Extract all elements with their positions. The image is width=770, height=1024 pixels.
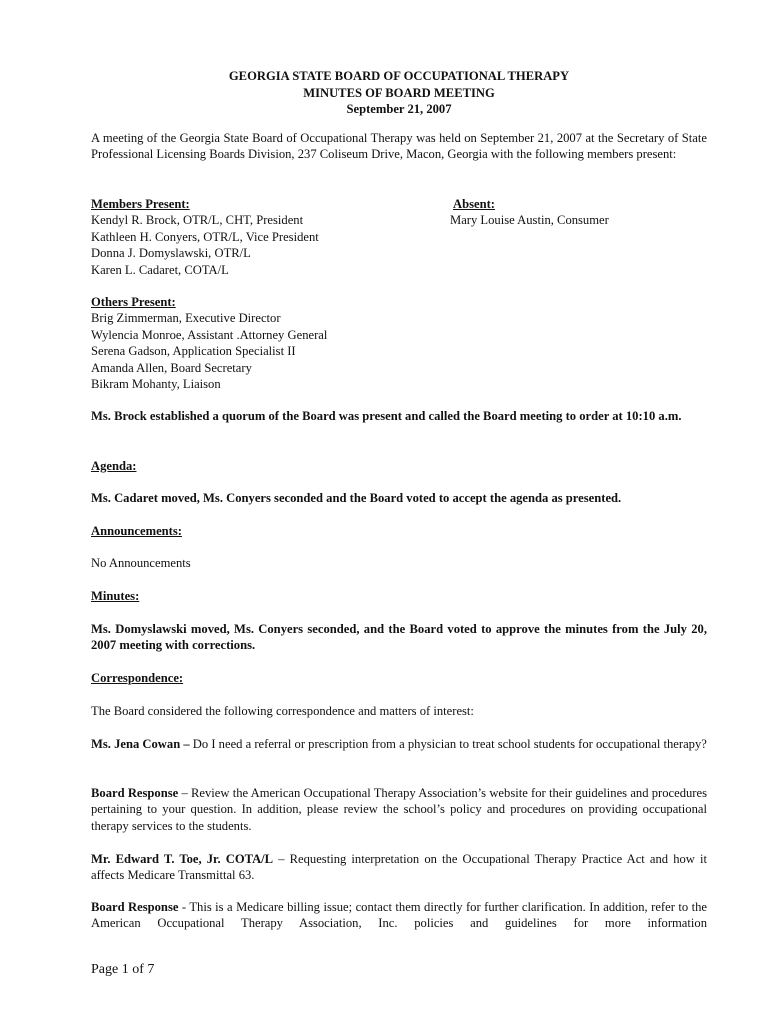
agenda-heading: Agenda: <box>91 459 137 473</box>
other-name: Bikram Mohanty, Liaison <box>91 377 221 392</box>
member-name: Karen L. Cadaret, COTA/L <box>91 262 229 277</box>
others-present-heading: Others Present: <box>91 295 176 309</box>
title-line-2: MINUTES OF BOARD MEETING <box>303 86 495 100</box>
correspondence-text: Do I need a referral or prescription from a physician to treat school students for occupational therapy? <box>189 737 707 751</box>
correspondent-name: Mr. Edward T. Toe, Jr. COTA/L <box>91 852 274 866</box>
members-present-heading: Members Present: <box>91 197 190 211</box>
agenda-text: Ms. Cadaret moved, Ms. Conyers seconded and the Board voted to accept the agenda as presented. <box>91 491 622 505</box>
other-name: Amanda Allen, Board Secretary <box>91 360 252 375</box>
correspondence-item <box>91 899 707 932</box>
correspondent-name: Ms. Jena Cowan – <box>91 737 190 751</box>
announcements-text: No Announcements <box>91 556 191 570</box>
absent-list <box>450 196 609 229</box>
other-name: Brig Zimmerman, Executive Director <box>91 311 281 326</box>
minutes-text: Ms. Domyslawski moved, Ms. Conyers seconded, and the Board voted to approve the minutes from the July 20, 2007 meeting with corrections. <box>91 622 707 653</box>
announcements-heading: Announcements: <box>91 524 182 538</box>
title-line-1: GEORGIA STATE BOARD OF OCCUPATIONAL THERAPY <box>228 69 570 83</box>
correspondence-text: - This is a Medicare billing issue; contact them directly for further clarification. In addition, refer to the American Occupational Therapy Association, Inc. policies and guidelines for more information <box>91 900 707 931</box>
correspondence-item <box>91 785 707 834</box>
other-name: Serena Gadson, Application Specialist II <box>91 344 296 359</box>
members-present-list <box>91 196 319 278</box>
correspondence-item <box>91 736 707 752</box>
member-name: Donna J. Domyslawski, OTR/L <box>91 246 251 261</box>
correspondence-text: – Review the American Occupational Therapy Association’s website for their guidelines and procedures pertaining to your question. In addition, please review the school’s policy and procedures on providing occupational therapy services to the students. <box>91 786 707 833</box>
quorum-paragraph: Ms. Brock established a quorum of the Board was present and called the Board meeting to order at 10:10 a.m. <box>91 409 682 423</box>
correspondence-text: – Requesting interpretation on the Occupational Therapy Practice Act and how it affects Medicare Transmittal 63. <box>91 852 708 883</box>
correspondence-intro: The Board considered the following correspondence and matters of interest: <box>91 704 474 718</box>
minutes-heading: Minutes: <box>91 589 140 603</box>
intro-paragraph: A meeting of the Georgia State Board of Occupational Therapy was held on September 21, 2007 at the Secretary of State Professional Licensing Boards Division, 237 Coliseum Drive, Macon, Georgia with the following members present: <box>91 131 707 162</box>
absent-heading: Absent: <box>453 197 495 211</box>
member-name: Kathleen H. Conyers, OTR/L, Vice President <box>91 229 319 244</box>
correspondence-heading: Correspondence: <box>91 671 184 685</box>
meeting-date: September 21, 2007 <box>346 102 452 116</box>
page-number: Page 1 of 7 <box>91 962 155 977</box>
others-present-list <box>91 294 327 392</box>
correspondence-item <box>91 851 707 884</box>
absent-name: Mary Louise Austin, Consumer <box>450 213 609 228</box>
board-response-label: Board Response <box>91 786 179 800</box>
member-name: Kendyl R. Brock, OTR/L, CHT, President <box>91 213 304 228</box>
other-name: Wylencia Monroe, Assistant .Attorney General <box>91 327 328 342</box>
board-response-label: Board Response <box>91 900 179 914</box>
